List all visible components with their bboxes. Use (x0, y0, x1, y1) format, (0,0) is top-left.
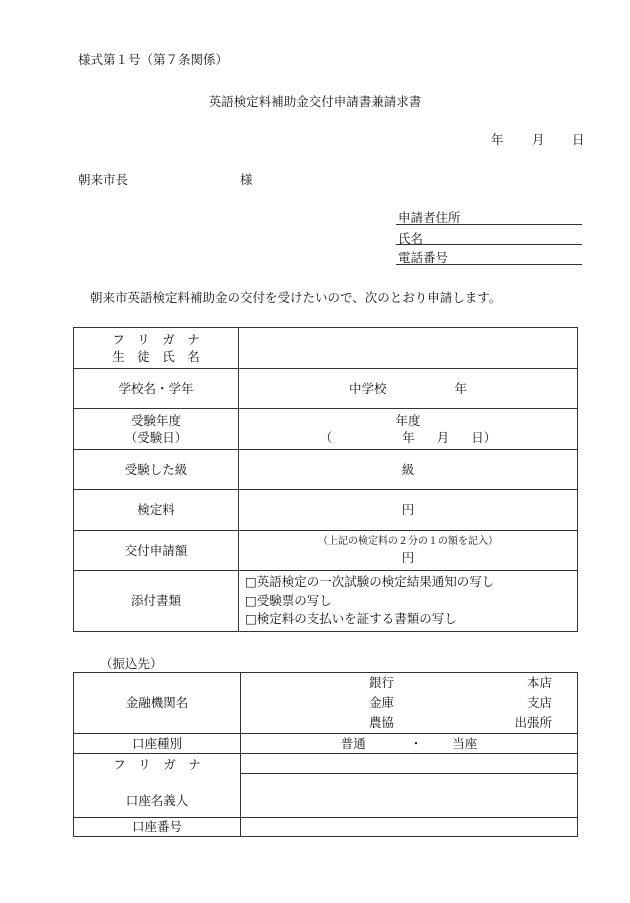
exam-year-field[interactable] (239, 409, 578, 450)
institution-field[interactable] (241, 673, 578, 734)
holder-furigana-label: フ リ ガ ナ (113, 757, 201, 772)
school-label: 学校名・学年 (74, 369, 239, 409)
grant-field[interactable] (239, 531, 578, 571)
fee-field[interactable] (239, 490, 578, 531)
applicant-name-label: 氏名 (398, 231, 424, 246)
attach-label: 添付書類 (74, 571, 239, 632)
account-number-label: 口座番号 (74, 818, 241, 837)
application-table (73, 327, 578, 632)
school-field[interactable] (239, 369, 578, 409)
grant-label: 交付申請額 (74, 531, 239, 571)
account-type-sep: ・ (409, 735, 423, 751)
student-name-label: 生 徒 氏 名 (112, 349, 200, 364)
account-number-field[interactable] (241, 818, 578, 837)
fee-label: 検定料 (74, 490, 239, 531)
inst-type-shinkin: 金庫 (369, 695, 395, 710)
inst-type-nokyo: 農協 (369, 715, 395, 730)
form-title: 英語検定料補助金交付申請書兼請求書 (208, 94, 422, 109)
account-type-label: 口座種別 (74, 734, 241, 754)
exam-date-open: （ (319, 430, 333, 445)
date-day: 日 (572, 132, 585, 147)
grant-suffix: 円 (401, 549, 415, 565)
applicant-phone-label: 電話番号 (398, 250, 449, 265)
addressee-name: 朝来市長 (78, 172, 129, 187)
attach-item[interactable]: □受験票の写し (245, 592, 332, 608)
level-label: 受験した級 (74, 450, 239, 490)
branch-type-branch: 支店 (526, 695, 552, 710)
fee-suffix: 円 (401, 502, 415, 518)
applicant-name-line (396, 244, 582, 245)
holder-name-field[interactable] (241, 774, 578, 818)
grant-note: （上記の検定料の２分の１の額を記入） (318, 535, 498, 547)
holder-label: 口座名義人 (125, 792, 189, 808)
date-year: 年 (491, 132, 504, 147)
applicant-phone-line (396, 264, 582, 265)
institution-label: 金融機関名 (74, 673, 241, 734)
holder-furigana-field[interactable] (241, 754, 578, 774)
exam-year-label: 受験年度 (130, 412, 181, 428)
applicant-address-line (396, 224, 582, 225)
bank-table (73, 672, 578, 837)
holder-label-cell (74, 754, 241, 818)
intro-text: 朝来市英語検定料補助金の交付を受けたいので、次のとおり申請します。 (90, 290, 502, 305)
exam-year-label-cell (74, 409, 239, 450)
exam-date-label: （受験日） (124, 430, 188, 445)
grade-suffix: 年 (454, 380, 468, 396)
addressee-honorific: 様 (240, 172, 253, 187)
school-suffix: 中学校 (348, 380, 387, 396)
account-type-ordinary[interactable]: 普通 (340, 735, 366, 751)
exam-date-day: 日） (471, 430, 497, 445)
account-type-current[interactable]: 当座 (452, 735, 478, 751)
attach-item[interactable]: □検定料の支払いを証する書類の写し (245, 611, 457, 627)
branch-type-sub: 出張所 (514, 715, 552, 730)
date-month: 月 (532, 132, 545, 147)
attach-list (239, 571, 578, 632)
level-suffix: 級 (401, 461, 415, 477)
attach-item[interactable]: □英語検定の一次試験の検定結果通知の写し (245, 573, 495, 589)
student-name-field[interactable] (239, 328, 578, 369)
applicant-address-label: 申請者住所 (398, 210, 461, 225)
form-number: 様式第１号（第７条関係） (78, 52, 229, 67)
student-name-label-cell (74, 328, 239, 369)
bank-heading: （振込先） (100, 656, 163, 671)
level-field[interactable] (239, 450, 578, 490)
branch-type-main: 本店 (526, 675, 552, 690)
account-type-field[interactable] (241, 734, 578, 754)
exam-date-month: 月 (436, 430, 450, 445)
exam-year-suffix: 年度 (395, 412, 421, 428)
exam-date-year: 年 (402, 430, 415, 445)
inst-type-bank: 銀行 (369, 675, 395, 690)
furigana-label: フ リ ガ ナ (112, 331, 200, 347)
